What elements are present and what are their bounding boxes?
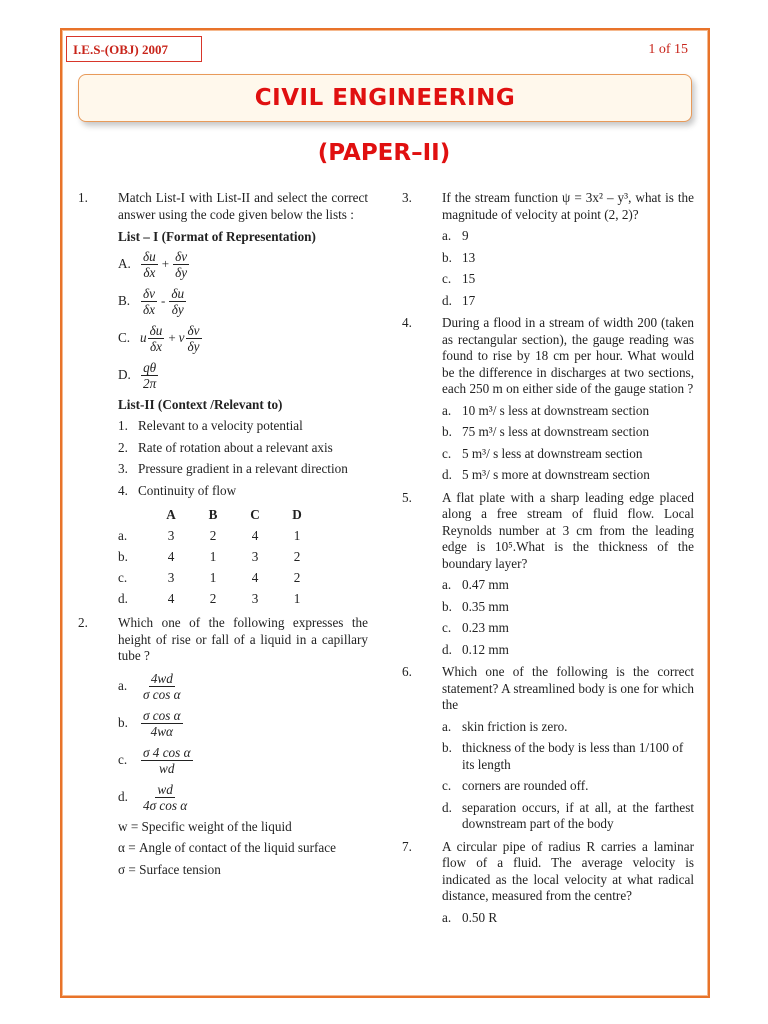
list2-item: 1. Relevant to a velocity potential <box>118 418 303 433</box>
question-1 <box>78 190 368 609</box>
option-a: a. $\frac{4wd}{\text{σ cos α}}$ <box>118 670 181 702</box>
question-text: A circular pipe of radius R carries a laminar flow of a fluid. The average velocity is indicated as the local velocity at what radical distance, measured from the centre? <box>442 838 694 903</box>
table-row: b. 4 1 3 2 <box>118 549 301 564</box>
question-text: Match List-I with List-II and select the correct answer using the code given below the lists : <box>118 190 368 222</box>
question-7 <box>402 839 694 927</box>
question-text: During a flood in a stream of width 200 (taken as rectangular section), the gauge reading was found to rise by 18 cm per hour. What would be the difference in discharges at two sections, each 250 m on either side of the gauge station ? <box>442 315 694 396</box>
option: c. 0.23 mm <box>442 620 509 635</box>
option: d. separation occurs, if at all, at the farthest downstream part of the body <box>442 799 694 831</box>
list2-item: 4. Continuity of flow <box>118 482 237 498</box>
table-row: c. 3 1 4 2 <box>118 570 301 585</box>
question-number: 5. <box>402 489 412 505</box>
list1-item-d: D. $\frac{q\theta}{2\pi}$ <box>118 359 157 391</box>
question-text: A flat plate with a sharp leading edge placed along a free stream of fluid flow. Local Reynolds number at 3 cm from the leading edge is 10⁵.What is the thickness of the boundary layer? <box>442 489 694 571</box>
question-2 <box>78 615 368 878</box>
option-d: d. $\frac{wd}{\text{4σ cos α}}$ <box>118 781 188 813</box>
question-number: 6. <box>402 664 412 679</box>
option: d. 0.12 mm <box>442 641 509 657</box>
table-row: d. 4 2 3 1 <box>118 591 301 606</box>
legend-line: α = Angle of contact of the liquid surface <box>118 840 336 855</box>
list1-item-a: A. $\frac{\delta u}{\delta x}$ + $\frac{\delta v}{\delta y}$ <box>118 248 188 280</box>
question-number: 1. <box>78 190 88 205</box>
legend-line: σ = Surface tension <box>118 861 221 877</box>
formula-du-dx: $\frac{\delta u}{\delta x}$ <box>143 248 156 280</box>
formula-dv-dy: $\frac{\delta v}{\delta y}$ <box>175 248 188 280</box>
option: c. corners are rounded off. <box>442 778 589 793</box>
option: a. 10 m³/ s less at downstream section <box>442 402 650 418</box>
option: a. 0.50 R <box>442 909 498 925</box>
list1-heading: List – I (Format of Representation) <box>118 229 316 244</box>
question-number: 2. <box>78 615 88 630</box>
list2-heading: List-II (Context /Relevant to) <box>118 396 283 412</box>
page-number: 1 of 15 <box>648 42 688 57</box>
option: a. skin friction is zero. <box>442 718 568 734</box>
paper-subtitle: (PAPER–II) <box>317 140 451 166</box>
question-3 <box>402 190 694 309</box>
question-6 <box>402 664 694 833</box>
question-text: Which one of the following expresses the height of rise or fall of a liquid in a capillary tube ? <box>118 615 368 663</box>
table-header-row: A B C D <box>166 507 302 522</box>
option: d. 5 m³/ s more at downstream section <box>442 467 650 482</box>
option: b. 75 m³/ s less at downstream section <box>442 424 650 439</box>
question-number: 7. <box>402 838 412 854</box>
list2-item: 3. Pressure gradient in a relevant direction <box>118 461 348 476</box>
exam-tag: I.E.S-(OBJ) 2007 <box>66 36 202 62</box>
right-column <box>402 190 694 932</box>
question-5 <box>402 490 694 659</box>
option-c: c. $\frac{\text{σ 4 cos α}}{wd}$ <box>118 744 191 776</box>
option: b. 0.35 mm <box>442 598 509 614</box>
question-number: 3. <box>402 190 412 205</box>
list1-item-b: B. $\frac{\delta v}{\delta x}$ - $\frac{\delta u}{\delta y}$ <box>118 285 185 317</box>
answer-code-table <box>118 504 318 609</box>
question-number: 4. <box>402 315 412 330</box>
page-title: CIVIL ENGINEERING <box>254 85 516 111</box>
option-b: b. $\frac{\text{σ cos α}}{4w\alpha}$ <box>118 707 181 739</box>
question-text: If the stream function ψ = 3x² – y³, what is the magnitude of velocity at point (2, 2)? <box>442 190 694 222</box>
option: c. 15 <box>442 271 476 286</box>
question-4 <box>402 315 694 484</box>
option: b. thickness of the body is less than 1/100 of its length <box>442 740 684 772</box>
option: a. 9 <box>442 228 469 243</box>
list1-item-c: C. u $\frac{\delta u}{\delta x}$ + v $\frac{\delta v}{\delta y}$ <box>118 322 200 354</box>
option: a. 0.47 mm <box>442 577 509 592</box>
legend-line: w = Specific weight of the liquid <box>118 818 292 834</box>
option: b. 13 <box>442 249 476 265</box>
question-text: Which one of the following is the correct statement? A streamlined body is one for which the <box>442 664 694 712</box>
option: d. 17 <box>442 292 476 308</box>
list2-item: 2. Rate of rotation about a relevant axis <box>118 439 333 455</box>
option: c. 5 m³/ s less at downstream section <box>442 445 643 461</box>
left-column <box>78 190 368 884</box>
title-banner <box>78 74 692 122</box>
table-row: a. 3 2 4 1 <box>118 528 301 543</box>
